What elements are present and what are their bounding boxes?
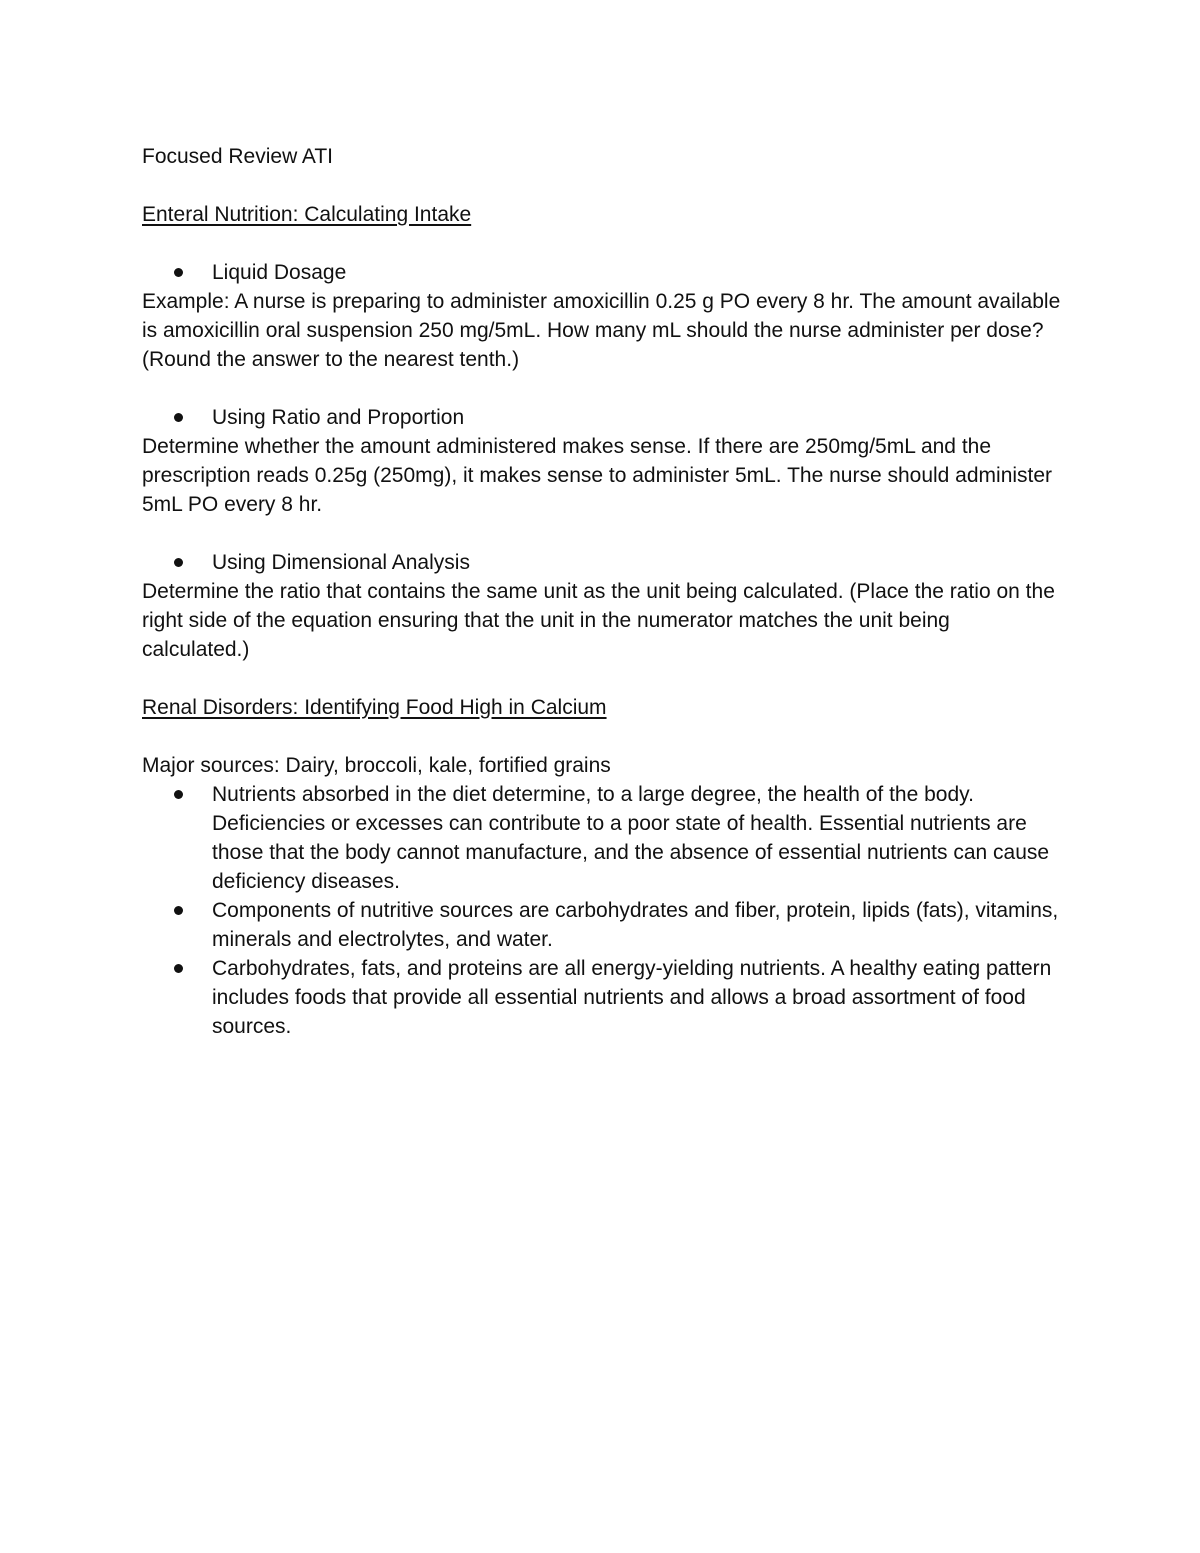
- spacer: [142, 722, 1062, 751]
- bullet-icon: [174, 790, 183, 799]
- bullet-item-dimensional-analysis: [142, 548, 1062, 577]
- document-title: Focused Review ATI: [142, 145, 334, 168]
- bullet-label: Using Ratio and Proportion: [212, 406, 465, 429]
- bullet-item-liquid-dosage: [142, 258, 1062, 287]
- list-item: [142, 896, 1062, 954]
- spacer: [142, 229, 1062, 258]
- list-item: [142, 954, 1062, 1041]
- document-page: [142, 142, 1062, 1041]
- paragraph-ratio-proportion: Determine whether the amount administered makes sense. If there are 250mg/5mL and the prescription reads 0.25g (250mg), it makes sense to administer 5mL. The nurse should administer 5mL PO every 8 hr.: [142, 435, 1053, 516]
- list-item-text: Components of nutritive sources are carbohydrates and fiber, protein, lipids (fats), vitamins, minerals and electrolytes, and water.: [212, 899, 1059, 951]
- paragraph-dimensional-analysis: Determine the ratio that contains the same unit as the unit being calculated. (Place the ratio on the right side of the equation ensuring that the unit in the numerator matches the unit being calculated.): [142, 580, 1055, 661]
- list-item: [142, 780, 1062, 896]
- section-heading-renal-disorders: Renal Disorders: Identifying Food High in Calcium: [142, 696, 607, 719]
- spacer: [142, 519, 1062, 548]
- bullet-item-ratio-proportion: [142, 403, 1062, 432]
- list-item-text: Nutrients absorbed in the diet determine, to a large degree, the health of the body. Deficiencies or excesses can contribute to a poor state of health. Essential nutrients are those that the body cannot manufacture, and the absence of essential nutrients can cause deficiency diseases.: [212, 783, 1050, 893]
- section-heading-enteral-nutrition: Enteral Nutrition: Calculating Intake: [142, 203, 472, 226]
- paragraph-liquid-dosage: Example: A nurse is preparing to administer amoxicillin 0.25 g PO every 8 hr. The amount available is amoxicillin oral suspension 250 mg/5mL. How many mL should the nurse administer per dose? (Round the answer to the nearest tenth.): [142, 290, 1061, 371]
- paragraph-major-sources: Major sources: Dairy, broccoli, kale, fortified grains: [142, 754, 611, 777]
- bullet-icon: [174, 906, 183, 915]
- bullet-icon: [174, 413, 183, 422]
- bullet-icon: [174, 558, 183, 567]
- bullet-icon: [174, 268, 183, 277]
- spacer: [142, 171, 1062, 200]
- nutrient-bullet-list: [142, 780, 1062, 1041]
- list-item-text: Carbohydrates, fats, and proteins are all energy-yielding nutrients. A healthy eating pattern includes foods that provide all essential nutrients and allows a broad assortment of food sources.: [212, 957, 1052, 1038]
- bullet-label: Liquid Dosage: [212, 261, 347, 284]
- spacer: [142, 664, 1062, 693]
- bullet-label: Using Dimensional Analysis: [212, 551, 470, 574]
- bullet-icon: [174, 964, 183, 973]
- spacer: [142, 374, 1062, 403]
